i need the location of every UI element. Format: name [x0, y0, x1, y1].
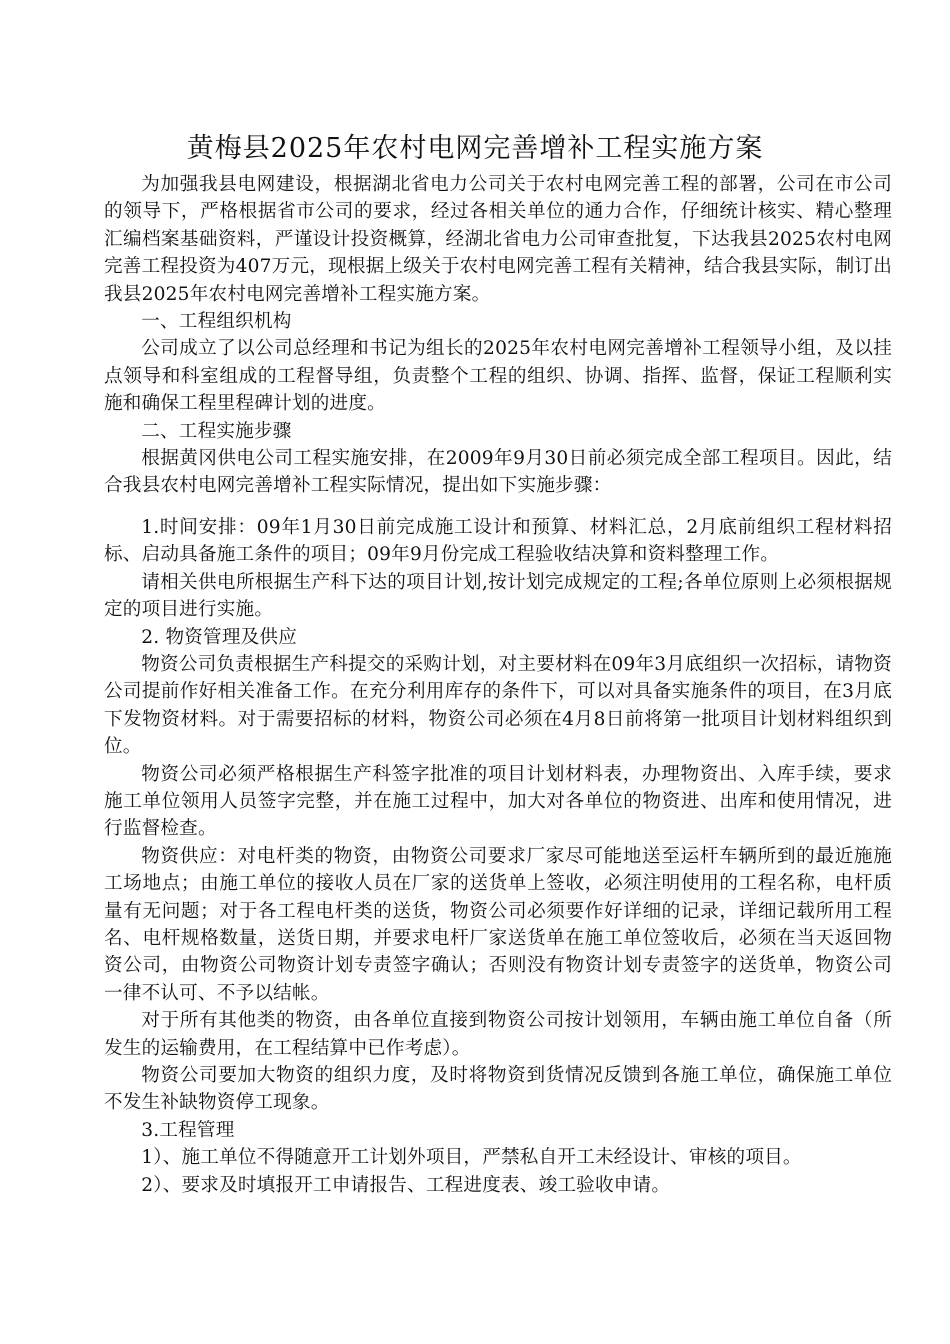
section-heading-steps: 二、工程实施步骤 — [141, 420, 292, 442]
management-item-1: 1）、施工单位不得随意开工计划外项目，严禁私自开工未经设计、审核的项目。 — [141, 1147, 802, 1169]
materials-supply-paragraph: 物资供应：对电杆类的物资，由物资公司要求厂家尽可能地送至运杆车辆所到的最近施施工场地点；由施工单位的接收人员在厂家的送货单上签收，必须注明使用的工程名称，电杆质量有无问题；对于各工程电杆类的送货，物资公司必须要作好详细的记录，详细记载所用工程名、电杆规格数量，送货日期，并要求电杆厂家送货单在施工单位签收后，必须在当天返回物资公司，由物资公司物资计划专责签字确认；否则没有物资计划专责签字的送货单，物资公司一律不认可、不予以结帐。 — [104, 845, 892, 1004]
section-heading-organization: 一、工程组织机构 — [141, 311, 292, 333]
document-body — [104, 171, 892, 1199]
document-title: 黄梅县2025年农村电网完善增补工程实施方案 — [186, 133, 764, 164]
management-item-2: 2）、要求及时填报开工申请报告、工程进度表、竣工验收申请。 — [141, 1174, 671, 1196]
organization-paragraph: 公司成立了以公司总经理和书记为组长的2025年农村电网完善增补工程领导小组，及以挂点领导和科室组成的工程督导组，负责整个工程的组织、协调、指挥、监督，保证工程顺利实施和确保工程里程碑计划的进度。 — [104, 338, 892, 415]
steps-intro-paragraph: 根据黄冈供电公司工程实施安排，在2009年9月30日前必须完成全部工程项目。因此，结合我县农村电网完善增补工程实际情况，提出如下实施步骤： — [104, 448, 892, 497]
materials-procurement-paragraph: 物资公司负责根据生产科提交的采购计划，对主要材料在09年3月底组织一次招标，请物资公司提前作好相关准备工作。在充分利用库存的条件下，可以对具备实施条件的项目，在3月底下发物资材料。对于需要招标的材料，物资公司必须在4月8日前将第一批项目计划材料组织到位。 — [104, 653, 892, 758]
materials-inventory-paragraph: 物资公司必须严格根据生产科签字批准的项目计划材料表，办理物资出、入库手续，要求施工单位领用人员签字完整，并在施工过程中，加大对各单位的物资进、出库和使用情况，进行监督检查。 — [104, 763, 892, 840]
subheading-materials: 2. 物资管理及供应 — [141, 626, 297, 648]
schedule-paragraph: 1.时间安排：09年1月30日前完成施工设计和预算、材料汇总，2月底前组织工程材料招标、启动具备施工条件的项目；09年9月份完成工程验收结决算和资料整理工作。 — [104, 516, 892, 566]
materials-organization-paragraph: 物资公司要加大物资的组织力度，及时将物资到货情况反馈到各施工单位，确保施工单位不发生补缺物资停工现象。 — [104, 1065, 892, 1114]
supply-station-paragraph: 请相关供电所根据生产科下达的项目计划,按计划完成规定的工程;各单位原则上必须根据规定的项目进行实施。 — [104, 571, 892, 621]
intro-paragraph: 为加强我县电网建设，根据湖北省电力公司关于农村电网完善工程的部署，公司在市公司的领导下，严格根据省市公司的要求，经过各相关单位的通力合作，仔细统计核实、精心整理汇编档案基础资料，严谨设计投资概算，经湖北省电力公司审查批复，下达我县2025农村电网完善工程投资为407万元，现根据上级关于农村电网完善工程有关精神，结合我县实际，制订出我县2025年农村电网完善增补工程实施方案。 — [104, 174, 892, 305]
other-materials-paragraph: 对于所有其他类的物资，由各单位直接到物资公司按计划领用，车辆由施工单位自备（所发生的运输费用，在工程结算中已作考虑）。 — [104, 1010, 892, 1059]
subheading-project-management: 3.工程管理 — [141, 1119, 235, 1141]
